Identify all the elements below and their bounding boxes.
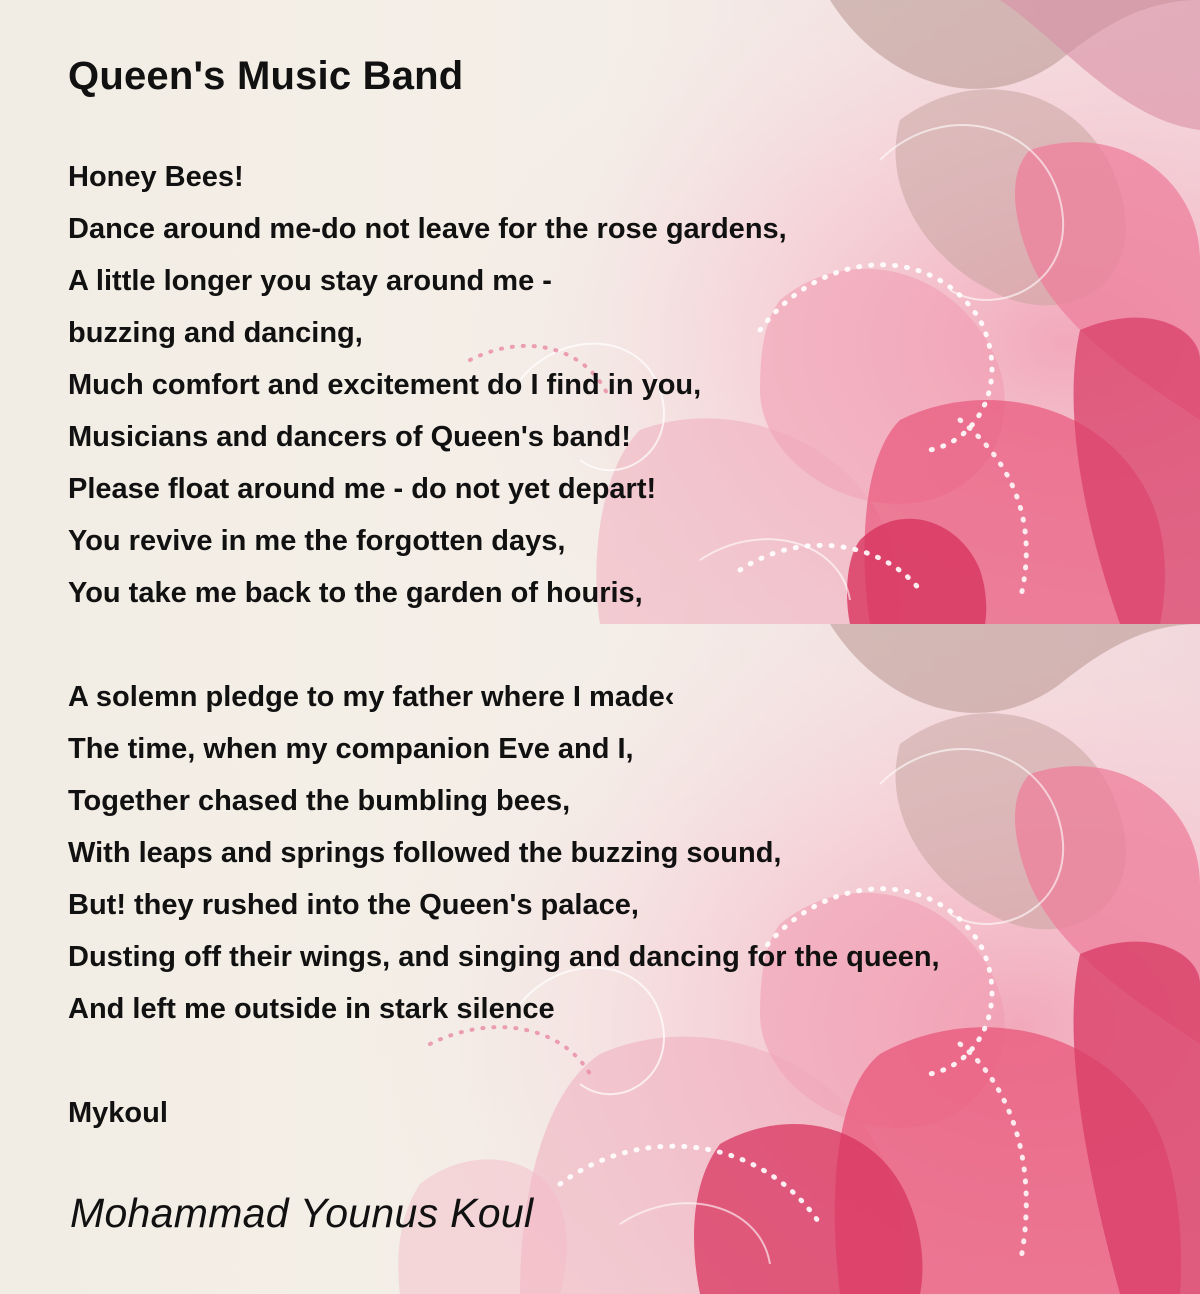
poem-line: Dusting off their wings, and singing and dancing for the queen, <box>68 941 940 973</box>
poem-line: Dance around me-do not leave for the rose gardens, <box>68 213 787 245</box>
poem-line: You take me back to the garden of houris, <box>68 577 643 609</box>
poem-line: Together chased the bumbling bees, <box>68 785 571 817</box>
poem-line: A solemn pledge to my father where I made‹ <box>68 681 675 713</box>
poem-line: buzzing and dancing, <box>68 317 363 349</box>
poem-line: Musicians and dancers of Queen's band! <box>68 421 631 453</box>
poem-title: Queen's Music Band <box>68 54 464 98</box>
poem-line: Honey Bees! <box>68 161 244 193</box>
poem-line: And left me outside in stark silence <box>68 993 555 1025</box>
poem-line: But! they rushed into the Queen's palace, <box>68 889 639 921</box>
author-name: Mohammad Younus Koul <box>70 1190 534 1236</box>
poem-line: A little longer you stay around me - <box>68 265 552 297</box>
poem-signature: Mykoul <box>68 1097 168 1129</box>
stanza-2 <box>68 671 940 1035</box>
poem-line: You revive in me the forgotten days, <box>68 525 566 557</box>
poem-line: The time, when my companion Eve and I, <box>68 733 634 765</box>
poem-line: Much comfort and excitement do I find in you, <box>68 369 702 401</box>
poem-line: Please float around me - do not yet depart! <box>68 473 657 505</box>
poem-line: With leaps and springs followed the buzzing sound, <box>68 837 782 869</box>
stanza-1 <box>68 151 787 619</box>
